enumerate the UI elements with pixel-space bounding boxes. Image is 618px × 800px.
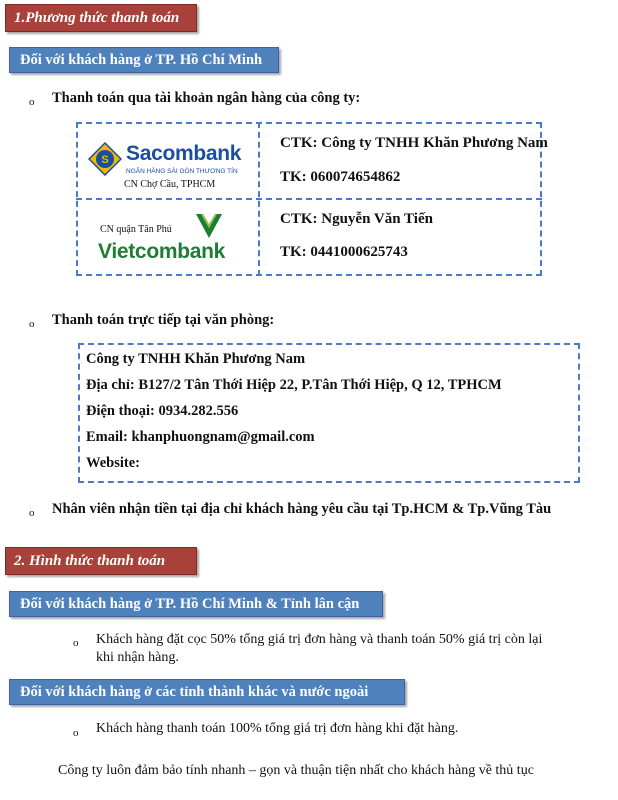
office-payment-label: Thanh toán trực tiếp tại văn phòng:	[52, 312, 275, 328]
section-2-title: 2. Hình thức thanh toán	[14, 552, 166, 569]
vietcombank-wordmark: Vietcombank	[98, 240, 226, 263]
office-address: Địa chỉ: B127/2 Tân Thới Hiệp 22, P.Tân Thới Hiệp, Q 12, TPHCM	[86, 377, 502, 393]
other-regions-header	[9, 679, 405, 705]
other-regions-label: Đối với khách hàng ở các tỉnh thành khác và nước ngoài	[20, 683, 369, 700]
office-company-name: Công ty TNHH Khăn Phương Nam	[86, 351, 306, 367]
section-1-title: 1.Phương thức thanh toán	[14, 9, 180, 26]
hcm-nearby-header	[9, 591, 383, 617]
sacombank-tagline: NGÂN HÀNG SÀI GÒN THƯƠNG TÍN	[126, 168, 238, 175]
office-website: Website:	[86, 455, 140, 471]
office-phone: Điện thoại: 0934.282.556	[86, 403, 239, 419]
hcm-customers-label: Đối với khách hàng ở TP. Hồ Chí Minh	[20, 51, 263, 68]
section-2-header	[5, 547, 197, 575]
vietcombank-emblem-icon	[194, 212, 224, 240]
table-divider-horizontal	[76, 198, 542, 200]
sacombank-account-holder: CTK: Công ty TNHH Khăn Phương Nam	[280, 135, 548, 151]
deposit-policy-line-1: Khách hàng đặt cọc 50% tổng giá trị đơn hàng và thanh toán 50% giá trị còn lại	[96, 632, 543, 647]
sacombank-wordmark: Sacombank	[126, 142, 242, 165]
deposit-policy-line-2: khi nhận hàng.	[96, 650, 179, 665]
vietcombank-account-holder: CTK: Nguyễn Văn Tiến	[280, 211, 433, 227]
sacombank-account-number: TK: 060074654862	[280, 169, 401, 185]
bullet-icon: o	[73, 727, 79, 739]
section-1-header	[5, 4, 197, 32]
sacombank-branch: CN Chợ Cầu, TPHCM	[124, 179, 216, 190]
bank-transfer-label: Thanh toán qua tài khoản ngân hàng của công ty:	[52, 90, 361, 106]
bullet-icon: o	[29, 96, 35, 108]
hcm-nearby-label: Đối với khách hàng ở TP. Hồ Chí Minh & Tỉnh lân cận	[20, 595, 360, 612]
sacombank-emblem-icon	[88, 142, 122, 176]
bullet-icon: o	[29, 507, 35, 519]
vietcombank-account-number: TK: 0441000625743	[280, 244, 408, 260]
bullet-icon: o	[73, 637, 79, 649]
footer-note: Công ty luôn đảm bảo tính nhanh – gọn và thuận tiện nhất cho khách hàng về thủ tục	[58, 763, 534, 778]
office-email: Email: khanphuongnam@gmail.com	[86, 429, 315, 445]
bullet-icon: o	[29, 318, 35, 330]
hcm-customers-header	[9, 47, 279, 73]
staff-collect-label: Nhân viên nhận tiền tại địa chỉ khách hàng yêu cầu tại Tp.HCM & Tp.Vũng Tàu	[52, 501, 552, 517]
vietcombank-branch: CN quận Tân Phú	[100, 224, 172, 235]
full-payment-policy: Khách hàng thanh toán 100% tổng giá trị đơn hàng khi đặt hàng.	[96, 721, 459, 736]
svg-text:S: S	[101, 154, 109, 166]
